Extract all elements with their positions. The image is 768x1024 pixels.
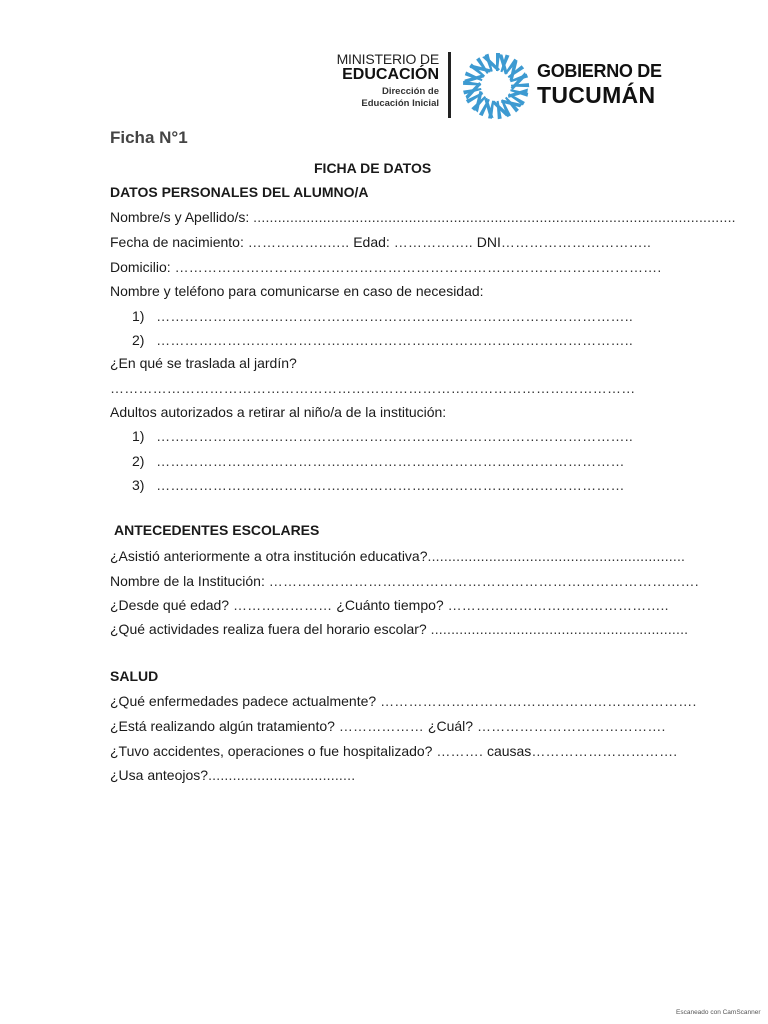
field-label: Domicilio: [110, 259, 175, 275]
blank-fecha[interactable]: ……………..….. [247, 234, 350, 250]
scanner-watermark: Escaneado con CamScanner [676, 1009, 761, 1016]
field-label: ¿Qué enfermedades padece actualmente? [110, 693, 381, 709]
field-label: Nombre/s y Apellido/s: [110, 209, 254, 225]
field-label: ¿Qué actividades realiza fuera del horario escolar? [110, 621, 431, 637]
gobierno-line1: GOBIERNO DE [537, 61, 662, 81]
blank-dni[interactable]: ………………………….. [500, 234, 652, 250]
field-label: ¿Asistió anteriormente a otra institución educativa? [110, 548, 428, 564]
field-anteojos[interactable] [110, 767, 355, 783]
field-label-edad: Edad: [349, 234, 394, 250]
field-label: ¿Usa anteojos? [110, 767, 209, 783]
blank-line[interactable]: ……………………………………………………………………………………….. [156, 428, 633, 444]
logo-divider [448, 52, 451, 118]
ministerio-line3: Dirección de [381, 86, 439, 97]
blank-line[interactable]: ……………………………………………………………………………………….. [156, 332, 633, 348]
field-nombre[interactable] [110, 209, 736, 225]
section-heading-escolares: ANTECEDENTES ESCOLARES [114, 522, 320, 538]
contacto-item-2[interactable] [132, 332, 633, 348]
blank-line[interactable]: ………………………………………………………………………………. [268, 573, 699, 589]
autorizado-item-3[interactable] [132, 477, 625, 493]
blank-edad[interactable]: ………………… [232, 597, 333, 613]
field-label-fecha: Fecha de nacimiento: [110, 234, 248, 250]
blank-line[interactable]: …………………………………………………………………………………………. [174, 259, 662, 275]
section-heading-salud: SALUD [110, 668, 159, 684]
ministerio-logo [334, 52, 439, 108]
section-heading-personal: DATOS PERSONALES DEL ALUMNO/A [110, 184, 369, 200]
field-label-tiempo: ¿Cuánto tiempo? [332, 597, 448, 613]
blank-line[interactable]: ……………………………………………………………………………………… [156, 453, 625, 469]
gobierno-line2: TUCUMÁN [537, 82, 656, 108]
blank-line[interactable]: ...................................................................................................................... [253, 209, 736, 225]
blank-line[interactable]: ............................................................... [427, 548, 686, 564]
tucuman-emblem-icon [462, 52, 530, 120]
field-autorizados-label: Adultos autorizados a retirar al niño/a de la institución: [110, 404, 447, 420]
field-actividades[interactable] [110, 621, 688, 637]
contacto-item-1[interactable] [132, 308, 633, 324]
field-label-tratamiento: ¿Está realizando algún tratamiento? [110, 718, 339, 734]
form-title: FICHA DE DATOS [314, 160, 432, 176]
blank-line[interactable]: …………………………………………………………. [380, 693, 697, 709]
blank-accidentes[interactable]: ………. [436, 743, 484, 759]
autorizado-item-2[interactable] [132, 453, 625, 469]
blank-causas[interactable]: …………………………. [531, 743, 678, 759]
blank-tratamiento[interactable]: ……………… [338, 718, 425, 734]
blank-cual[interactable]: …………………………………. [476, 718, 666, 734]
field-accidentes[interactable] [110, 743, 677, 759]
field-traslado-blank[interactable] [110, 380, 635, 396]
ministerio-line2: EDUCACIÓN [342, 66, 439, 83]
blank-line[interactable]: .................................... [208, 767, 356, 783]
ministerio-line4: Educación Inicial [361, 97, 439, 109]
blank-line[interactable]: ……………………………………………………………………………………….. [156, 308, 633, 324]
field-edad-tiempo[interactable] [110, 597, 669, 613]
gobierno-logo [537, 62, 662, 107]
blank-tiempo[interactable]: ……………………………………….. [447, 597, 669, 613]
field-institucion[interactable] [110, 573, 699, 589]
field-contacto-label: Nombre y teléfono para comunicarse en caso de necesidad: [110, 283, 484, 299]
field-label-causas: causas [483, 743, 532, 759]
field-asistio[interactable] [110, 548, 685, 564]
field-label-dni: DNI [472, 234, 501, 250]
item-number: 1) [132, 308, 145, 324]
item-number: 2) [132, 332, 145, 348]
item-number: 3) [132, 477, 145, 493]
blank-edad[interactable]: …………….. [393, 234, 473, 250]
field-fecha-edad-dni[interactable] [110, 234, 651, 250]
field-domicilio[interactable] [110, 259, 661, 275]
field-tratamiento[interactable] [110, 718, 666, 734]
field-enfermedades[interactable] [110, 693, 697, 709]
blank-line[interactable]: ………………………………………………………………………………………………… [110, 380, 636, 396]
item-number: 1) [132, 428, 145, 444]
ficha-number: Ficha N°1 [110, 128, 188, 147]
blank-line[interactable]: ............................................................... [430, 621, 689, 637]
field-traslado-label: ¿En qué se traslada al jardín? [110, 355, 297, 371]
field-label-cual: ¿Cuál? [424, 718, 477, 734]
field-label-edad: ¿Desde qué edad? [110, 597, 233, 613]
autorizado-item-1[interactable] [132, 428, 633, 444]
ministerio-line1: MINISTERIO DE [336, 51, 439, 67]
blank-line[interactable]: ……………………………………………………………………………………… [156, 477, 625, 493]
field-label-accidentes: ¿Tuvo accidentes, operaciones o fue hospitalizado? [110, 743, 437, 759]
item-number: 2) [132, 453, 145, 469]
field-label: Nombre de la Institución: [110, 573, 269, 589]
